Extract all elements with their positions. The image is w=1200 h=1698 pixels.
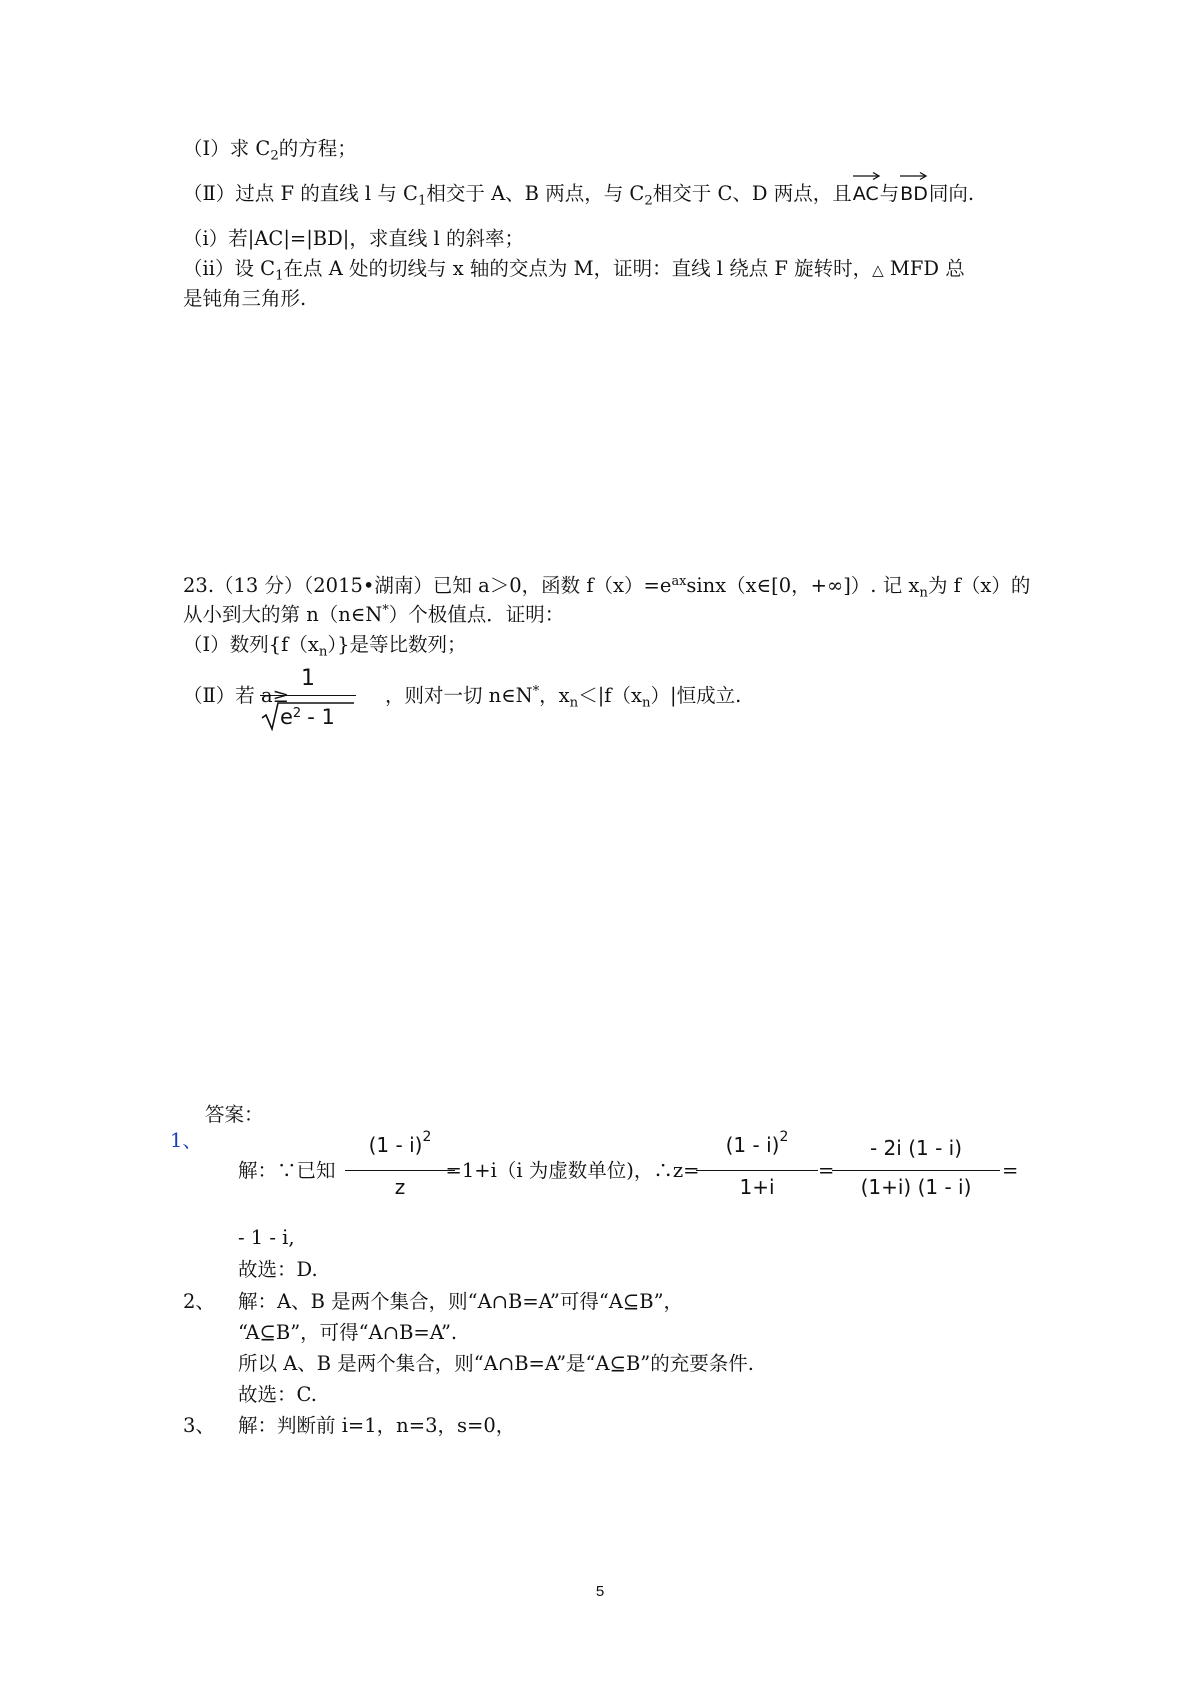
fraction-2: (1 - i)$^2$ 1+i bbox=[696, 1133, 818, 1203]
vector-arrow-icon bbox=[899, 171, 929, 181]
q23-part2: （Ⅱ）若 a≥ ，则对一切 n∈N*，$x_n<|f(x_n)|$恒成立. bbox=[183, 683, 742, 711]
fraction-bar bbox=[832, 1170, 1000, 1171]
q22-sub-ii: （ⅱ）设 $C_1$在点 A 处的切线与 x 轴的交点为 M，证明：直线 l 绕点 F 旋转时，△ MFD 总 bbox=[183, 257, 965, 284]
fraction-bar bbox=[345, 1170, 455, 1171]
fraction-bar bbox=[696, 1170, 818, 1171]
answer-2-number: 2、 bbox=[183, 1290, 215, 1313]
q22-sub-i: （ⅰ）若|AC|=|BD|，求直线 l 的斜率； bbox=[183, 227, 524, 250]
answer-2-line3: 所以 A、B 是两个集合，则“A∩B=A”是“A⊆B”的充要条件. bbox=[238, 1352, 754, 1375]
equals-sign: = bbox=[818, 1159, 835, 1182]
q22-part2: （Ⅱ）过点 F 的直线 l 与 $C_1$相交于 A、B 两点，与 $C_2$相交于 C、D 两点，且 AC与 BD同向. bbox=[183, 181, 974, 207]
answer-3-line1: 解：判断前 i=1，n=3，s=0， bbox=[238, 1414, 516, 1437]
answer-2-line2: “A⊆B”，可得“A∩B=A”. bbox=[238, 1321, 458, 1344]
fraction-1: (1 - i)$^2$ z bbox=[345, 1133, 455, 1203]
equals-sign-2: = bbox=[1002, 1159, 1019, 1182]
answer-1-result: - 1 - i, bbox=[238, 1226, 295, 1249]
q23-line1: 23.（13 分）（2015•湖南）已知 a＞0，函数 $f(x)=e^{ax}\sin x(x\in[0$，+∞]）. 记 $x_n$为 f（x）的 bbox=[183, 573, 1031, 601]
answer-3-number: 3、 bbox=[183, 1414, 215, 1437]
fraction-bar bbox=[260, 695, 356, 696]
answer-1-choice: 故选：D. bbox=[238, 1258, 318, 1281]
answer-2-choice: 故选：C. bbox=[238, 1383, 317, 1406]
triangle-symbol: △ bbox=[872, 261, 884, 279]
fraction-3: - 2i (1 - i) (1+i) (1 - i) bbox=[832, 1133, 1000, 1203]
q22-part1: （Ⅰ）求 $C_2$的方程； bbox=[183, 137, 357, 164]
q23-part1: （Ⅰ）数列$\{f(x_n)\}$是等比数列； bbox=[183, 633, 467, 660]
q23-line2: 从小到大的第 n（n∈N*）个极值点．证明： bbox=[183, 602, 565, 626]
vector-ac: AC bbox=[853, 181, 879, 207]
page-number: 5 bbox=[595, 1583, 605, 1600]
vector-arrow-icon bbox=[852, 171, 882, 181]
answer-1-number: 1、 bbox=[170, 1129, 202, 1152]
answer-1-line1: 解：∵已知 =1+i（i 为虚数单位)，∴z= bbox=[238, 1159, 700, 1182]
vector-bd: BD bbox=[900, 181, 928, 207]
q22-sub-ii-cont: 是钝角三角形. bbox=[183, 287, 307, 310]
answers-title: 答案： bbox=[205, 1103, 264, 1126]
fraction-one-over-sqrt: 1 $e^2 - 1$ bbox=[260, 669, 356, 731]
answer-2-line1: 解：A、B 是两个集合，则“A∩B=A”可得“A⊆B”， bbox=[238, 1290, 684, 1313]
